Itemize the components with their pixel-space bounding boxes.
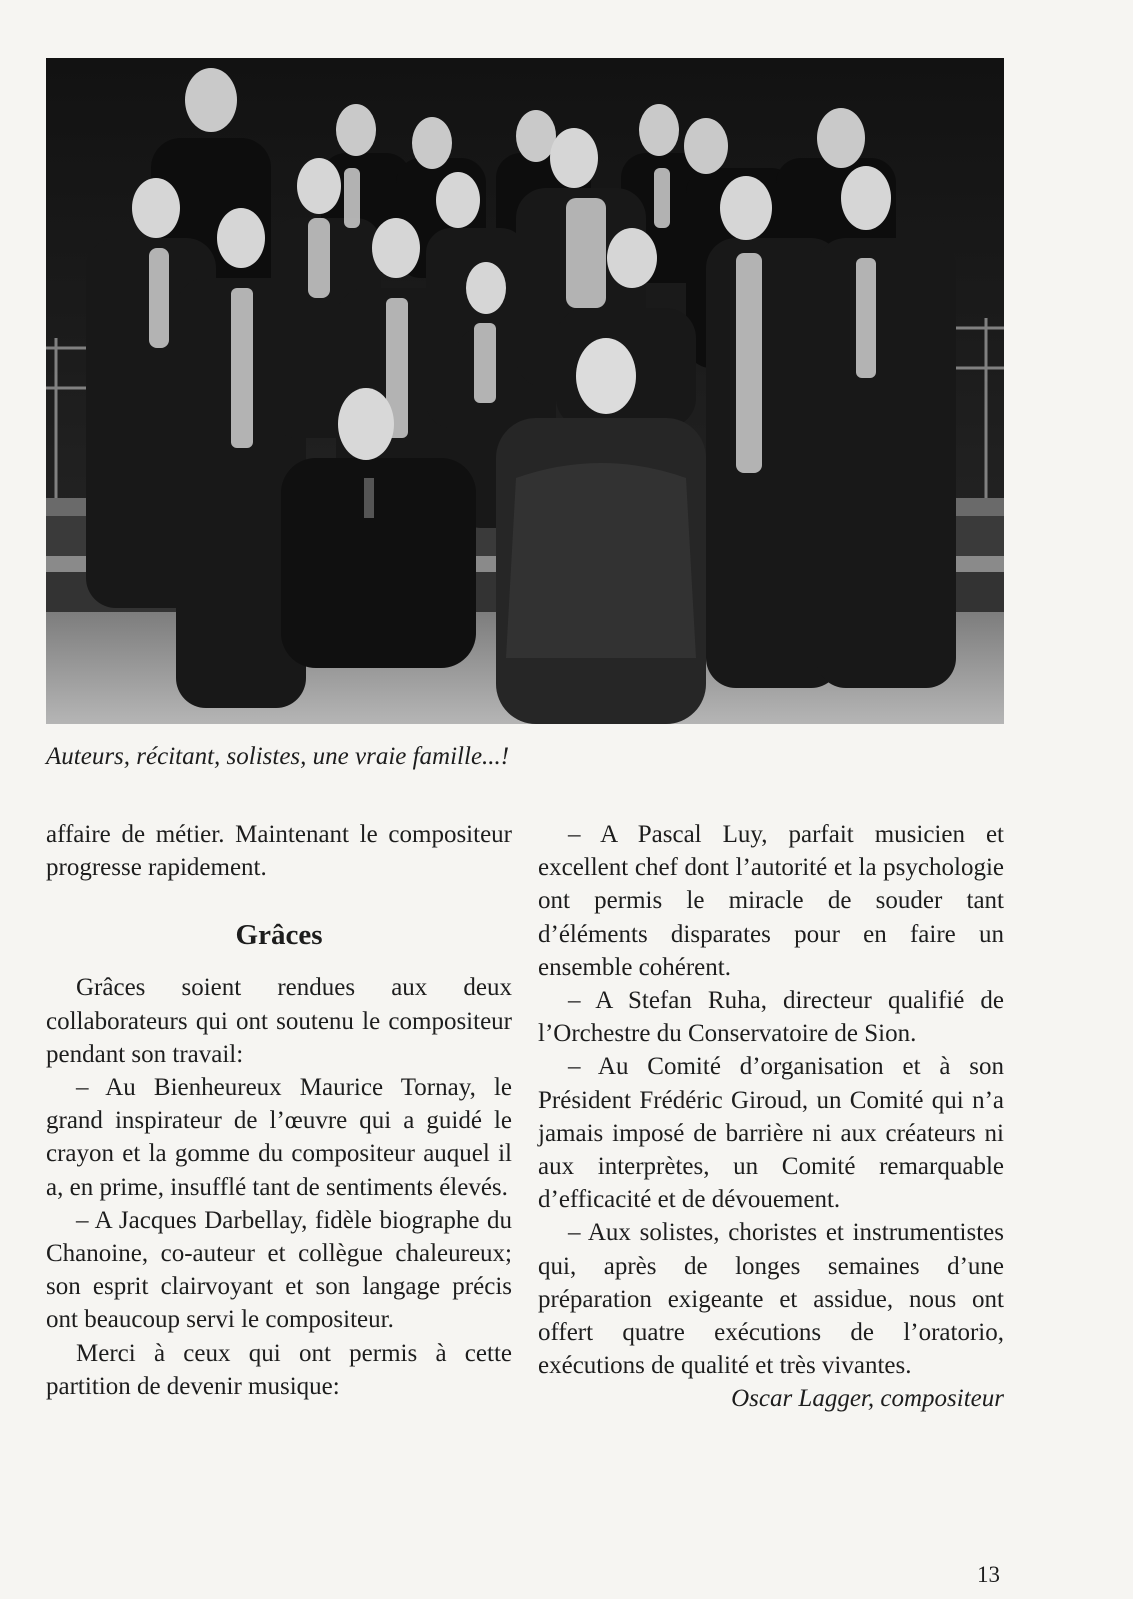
section-heading: Grâces [235,919,323,952]
right-column [538,818,1004,1416]
signature: Oscar Lagger, compositeur [731,1385,1004,1413]
paragraph: – Au Bienheureux Maurice Tornay, le grand inspirateur de l’œuvre qui a guidé le crayon et la gomme du compositeur auquel il a, en prime, insufflé tant de sentiments élevés. [46,1074,512,1201]
photo-caption: Auteurs, récitant, solistes, une vraie famille...! [46,743,510,770]
paragraph: – Aux solistes, choristes et instrumentistes qui, après de longes semaines d’une préparation exigeante et assidue, nous ont offert quatre exécutions de l’oratorio, exécutions de qualité et très vivantes. [538,1219,1004,1380]
paragraph: – A Stefan Ruha, directeur qualifié de l’Orchestre du Conservatoire de Sion. [538,987,1004,1048]
paragraph: Grâces soient rendues aux deux collaborateurs qui ont soutenu le compositeur pendant son travail: [46,974,512,1068]
left-column [46,818,512,1403]
paragraph: – A Jacques Darbellay, fidèle biographe du Chanoine, co-auteur et collègue chaleureux; son esprit clairvoyant et son langage précis ont beaucoup servi le compositeur. [46,1206,512,1334]
paragraph: affaire de métier. Maintenant le compositeur progresse rapidement. [46,821,512,882]
paragraph: – Au Comité d’organisation et à son Président Frédéric Giroud, un Comité qui n’a jamais imposé de barrière ni aux créateurs ni aux interprètes, un Comité remarquable d’efficacité et de dévouement. [538,1053,1004,1214]
paragraph: Merci à ceux qui ont permis à cette partition de devenir musique: [46,1339,512,1400]
group-photo [46,58,1004,724]
paragraph: – A Pascal Luy, parfait musicien et excellent chef dont l’autorité et la psychologie ont permis le miracle de souder tant d’éléments disparates pour en faire un ensemble cohérent. [538,821,1004,981]
page-number: 13 [977,1562,1000,1587]
